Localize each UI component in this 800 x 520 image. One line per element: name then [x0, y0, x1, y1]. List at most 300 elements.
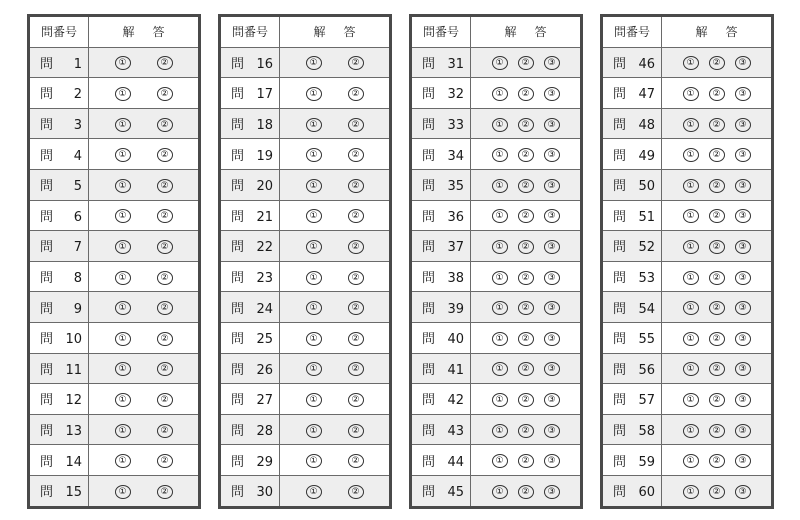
- answer-options: [89, 47, 200, 78]
- answer-bubble[interactable]: ③: [735, 362, 751, 376]
- question-row: [602, 322, 773, 353]
- question-row: [29, 231, 200, 262]
- question-row: [29, 108, 200, 139]
- question-row: [29, 353, 200, 384]
- question-index: 49: [638, 148, 655, 164]
- answer-options: [662, 292, 773, 323]
- answer-bubble[interactable]: ②: [709, 393, 725, 407]
- answer-bubble[interactable]: ③: [544, 209, 560, 223]
- answer-options: [89, 108, 200, 139]
- answer-bubble[interactable]: ①: [492, 240, 508, 254]
- answer-bubble[interactable]: ①: [306, 332, 322, 346]
- question-number: [29, 139, 89, 170]
- answer-bubble[interactable]: ①: [306, 209, 322, 223]
- answer-options: [89, 261, 200, 292]
- question-row: [220, 322, 391, 353]
- answer-bubble[interactable]: ③: [735, 271, 751, 285]
- answer-bubble[interactable]: ②: [348, 118, 364, 132]
- answer-bubble[interactable]: ①: [492, 393, 508, 407]
- answer-options: [471, 200, 582, 231]
- answer-options: [471, 445, 582, 476]
- question-row: [220, 292, 391, 323]
- answer-bubble[interactable]: ②: [157, 240, 173, 254]
- question-number: [602, 292, 662, 323]
- answer-options: [471, 169, 582, 200]
- question-row: [29, 322, 200, 353]
- answer-options: [662, 139, 773, 170]
- answer-options: [662, 200, 773, 231]
- question-row: [411, 261, 582, 292]
- question-prefix: 問: [231, 240, 245, 256]
- answer-bubble[interactable]: ③: [735, 424, 751, 438]
- answer-bubble[interactable]: ②: [157, 301, 173, 315]
- answer-options: [89, 322, 200, 353]
- answer-bubble[interactable]: ②: [709, 424, 725, 438]
- answer-bubble[interactable]: ①: [306, 87, 322, 101]
- answer-bubble[interactable]: ②: [157, 485, 173, 499]
- answer-bubble[interactable]: ①: [306, 179, 322, 193]
- answer-bubble[interactable]: ①: [115, 485, 131, 499]
- answer-bubble[interactable]: ①: [683, 56, 699, 70]
- answer-bubble[interactable]: ①: [115, 424, 131, 438]
- question-row: [220, 445, 391, 476]
- answer-bubble[interactable]: ②: [157, 362, 173, 376]
- question-prefix: 問: [231, 179, 245, 195]
- answer-bubble[interactable]: ②: [709, 209, 725, 223]
- answer-header-char: 答: [725, 25, 738, 40]
- question-row: [411, 292, 582, 323]
- answer-bubble[interactable]: ①: [683, 454, 699, 468]
- question-row: [29, 200, 200, 231]
- answer-header-char: 解: [313, 25, 326, 40]
- question-number: [220, 322, 280, 353]
- answer-bubble[interactable]: ①: [683, 179, 699, 193]
- answer-bubble[interactable]: ①: [492, 301, 508, 315]
- question-number: [29, 231, 89, 262]
- answer-options: [662, 414, 773, 445]
- question-index: 56: [638, 362, 655, 378]
- question-row: [220, 200, 391, 231]
- answer-bubble[interactable]: ③: [544, 362, 560, 376]
- question-number: [220, 475, 280, 507]
- question-number: [411, 353, 471, 384]
- question-prefix: 問: [422, 485, 436, 501]
- question-index: 11: [65, 362, 82, 378]
- answer-bubble[interactable]: ②: [348, 271, 364, 285]
- answer-bubble[interactable]: ①: [115, 118, 131, 132]
- question-index: 41: [447, 362, 464, 378]
- question-row: [29, 292, 200, 323]
- answer-bubble[interactable]: ①: [683, 332, 699, 346]
- question-number: [29, 353, 89, 384]
- question-index: 2: [73, 87, 82, 103]
- question-index: 6: [73, 209, 82, 225]
- answer-bubble[interactable]: ②: [709, 179, 725, 193]
- answer-bubble[interactable]: ①: [492, 56, 508, 70]
- question-number: [602, 384, 662, 415]
- answer-bubble[interactable]: ①: [115, 301, 131, 315]
- answer-bubble[interactable]: ②: [518, 179, 534, 193]
- question-row: [29, 414, 200, 445]
- answer-bubble[interactable]: ②: [518, 454, 534, 468]
- answer-bubble[interactable]: ②: [709, 87, 725, 101]
- question-index: 54: [638, 301, 655, 317]
- question-prefix: 問: [613, 240, 627, 256]
- question-number: [411, 261, 471, 292]
- question-row: [220, 169, 391, 200]
- answer-options: [471, 353, 582, 384]
- question-index: 58: [638, 424, 655, 440]
- answer-header-char: 答: [152, 25, 165, 40]
- question-row: [220, 139, 391, 170]
- question-number: [411, 445, 471, 476]
- question-index: 32: [447, 87, 464, 103]
- question-prefix: 問: [231, 362, 245, 378]
- question-prefix: 問: [40, 148, 54, 164]
- answer-bubble[interactable]: ③: [544, 485, 560, 499]
- answer-bubble[interactable]: ②: [157, 332, 173, 346]
- answer-bubble[interactable]: ②: [518, 424, 534, 438]
- answer-options: [471, 47, 582, 78]
- answer-bubble[interactable]: ②: [518, 148, 534, 162]
- question-number-header: 問番号: [411, 16, 471, 48]
- answer-options: [89, 445, 200, 476]
- answer-bubble[interactable]: ②: [709, 485, 725, 499]
- question-prefix: 問: [422, 454, 436, 470]
- answer-bubble[interactable]: ①: [115, 362, 131, 376]
- question-index: 22: [256, 240, 273, 256]
- answer-bubble[interactable]: ①: [683, 301, 699, 315]
- answer-options: [471, 261, 582, 292]
- question-row: [29, 47, 200, 78]
- question-index: 21: [256, 209, 273, 225]
- answer-bubble[interactable]: ③: [544, 56, 560, 70]
- question-index: 8: [73, 271, 82, 287]
- answer-bubble[interactable]: ①: [492, 485, 508, 499]
- answer-bubble[interactable]: ③: [544, 240, 560, 254]
- question-index: 1: [73, 56, 82, 72]
- answer-options: [89, 139, 200, 170]
- answer-bubble[interactable]: ①: [683, 240, 699, 254]
- answer-bubble[interactable]: ②: [348, 485, 364, 499]
- answer-bubble[interactable]: ③: [735, 179, 751, 193]
- question-number: [602, 169, 662, 200]
- question-index: 33: [447, 118, 464, 134]
- answer-bubble[interactable]: ①: [492, 148, 508, 162]
- answer-bubble[interactable]: ②: [348, 393, 364, 407]
- answer-options: [471, 231, 582, 262]
- question-row: [29, 475, 200, 507]
- answer-bubble[interactable]: ②: [518, 362, 534, 376]
- answer-bubble[interactable]: ②: [709, 332, 725, 346]
- answer-block: [27, 14, 201, 509]
- answer-bubble[interactable]: ①: [492, 454, 508, 468]
- question-index: 12: [65, 393, 82, 409]
- answer-options: [280, 261, 391, 292]
- answer-bubble[interactable]: ①: [492, 424, 508, 438]
- answer-bubble[interactable]: ②: [157, 209, 173, 223]
- question-number: [220, 261, 280, 292]
- question-prefix: 問: [613, 87, 627, 103]
- answer-bubble[interactable]: ②: [348, 56, 364, 70]
- answer-bubble[interactable]: ①: [683, 118, 699, 132]
- answer-bubble[interactable]: ②: [518, 271, 534, 285]
- answer-bubble[interactable]: ②: [348, 424, 364, 438]
- answer-bubble[interactable]: ②: [709, 271, 725, 285]
- answer-bubble[interactable]: ①: [115, 87, 131, 101]
- answer-bubble[interactable]: ②: [709, 56, 725, 70]
- answer-bubble[interactable]: ①: [115, 332, 131, 346]
- question-prefix: 問: [422, 87, 436, 103]
- question-number: [411, 384, 471, 415]
- question-index: 3: [73, 118, 82, 134]
- answer-bubble[interactable]: ②: [348, 362, 364, 376]
- answer-options: [471, 108, 582, 139]
- answer-options: [662, 47, 773, 78]
- answer-options: [280, 231, 391, 262]
- answer-bubble[interactable]: ②: [157, 118, 173, 132]
- question-index: 9: [73, 301, 82, 317]
- answer-bubble[interactable]: ①: [306, 240, 322, 254]
- answer-bubble[interactable]: ①: [683, 485, 699, 499]
- answer-bubble[interactable]: ②: [518, 301, 534, 315]
- question-row: [29, 78, 200, 109]
- answer-bubble[interactable]: ③: [544, 393, 560, 407]
- question-row: [602, 108, 773, 139]
- answer-bubble[interactable]: ②: [518, 118, 534, 132]
- answer-header-char: 答: [534, 25, 547, 40]
- question-prefix: 問: [231, 209, 245, 225]
- answer-bubble[interactable]: ②: [709, 148, 725, 162]
- question-index: 46: [638, 56, 655, 72]
- question-index: 14: [65, 454, 82, 470]
- answer-block: [600, 14, 774, 509]
- answer-bubble[interactable]: ①: [683, 87, 699, 101]
- question-index: 28: [256, 424, 273, 440]
- answer-bubble[interactable]: ①: [492, 332, 508, 346]
- answer-bubble[interactable]: ③: [544, 424, 560, 438]
- answer-bubble[interactable]: ①: [683, 362, 699, 376]
- answer-bubble[interactable]: ①: [492, 118, 508, 132]
- answer-bubble[interactable]: ②: [348, 332, 364, 346]
- answer-bubble[interactable]: ②: [157, 87, 173, 101]
- answer-bubble[interactable]: ②: [348, 454, 364, 468]
- question-number: [602, 47, 662, 78]
- answer-options: [471, 139, 582, 170]
- answer-bubble[interactable]: ①: [683, 424, 699, 438]
- answer-bubble[interactable]: ②: [348, 301, 364, 315]
- question-index: 38: [447, 271, 464, 287]
- question-number: [29, 322, 89, 353]
- answer-bubble[interactable]: ①: [492, 179, 508, 193]
- question-index: 43: [447, 424, 464, 440]
- question-index: 39: [447, 301, 464, 317]
- answer-bubble[interactable]: ③: [544, 148, 560, 162]
- answer-bubble[interactable]: ①: [115, 148, 131, 162]
- answer-bubble[interactable]: ③: [544, 332, 560, 346]
- answer-bubble[interactable]: ①: [115, 209, 131, 223]
- question-row: [29, 445, 200, 476]
- question-prefix: 問: [422, 271, 436, 287]
- answer-bubble[interactable]: ①: [306, 393, 322, 407]
- question-index: 45: [447, 485, 464, 501]
- question-number: [220, 231, 280, 262]
- answer-bubble[interactable]: ②: [518, 485, 534, 499]
- question-prefix: 問: [613, 209, 627, 225]
- answer-bubble[interactable]: ①: [492, 362, 508, 376]
- question-index: 18: [256, 118, 273, 134]
- answer-header-char: 答: [343, 25, 356, 40]
- answer-options: [280, 200, 391, 231]
- answer-bubble[interactable]: ①: [306, 424, 322, 438]
- answer-bubble[interactable]: ③: [735, 118, 751, 132]
- question-index: 52: [638, 240, 655, 256]
- question-row: [602, 261, 773, 292]
- answer-bubble[interactable]: ①: [683, 148, 699, 162]
- answer-bubble[interactable]: ②: [157, 424, 173, 438]
- answer-bubble[interactable]: ①: [306, 485, 322, 499]
- question-row: [220, 231, 391, 262]
- answer-bubble[interactable]: ③: [544, 301, 560, 315]
- answer-bubble[interactable]: ①: [306, 362, 322, 376]
- question-row: [220, 384, 391, 415]
- answer-bubble[interactable]: ②: [518, 209, 534, 223]
- question-prefix: 問: [231, 118, 245, 134]
- answer-bubble[interactable]: ①: [115, 240, 131, 254]
- question-number: [220, 445, 280, 476]
- answer-options: [280, 78, 391, 109]
- answer-bubble[interactable]: ②: [709, 118, 725, 132]
- answer-bubble[interactable]: ③: [735, 393, 751, 407]
- answer-bubble[interactable]: ③: [735, 240, 751, 254]
- answer-bubble[interactable]: ②: [348, 179, 364, 193]
- answer-options: [89, 200, 200, 231]
- answer-bubble[interactable]: ①: [306, 271, 322, 285]
- answer-bubble[interactable]: ①: [115, 454, 131, 468]
- answer-bubble[interactable]: ②: [709, 240, 725, 254]
- answer-options: [662, 231, 773, 262]
- question-row: [602, 384, 773, 415]
- answer-options: [662, 261, 773, 292]
- answer-bubble[interactable]: ②: [518, 56, 534, 70]
- answer-bubble[interactable]: ②: [157, 393, 173, 407]
- question-index: 55: [638, 332, 655, 348]
- answer-bubble[interactable]: ②: [348, 148, 364, 162]
- question-row: [220, 414, 391, 445]
- answer-bubble[interactable]: ①: [115, 393, 131, 407]
- question-row: [411, 200, 582, 231]
- answer-bubble[interactable]: ③: [735, 301, 751, 315]
- question-number: [220, 78, 280, 109]
- answer-bubble[interactable]: ①: [306, 301, 322, 315]
- answer-bubble[interactable]: ②: [518, 332, 534, 346]
- question-number: [220, 47, 280, 78]
- answer-bubble[interactable]: ①: [683, 271, 699, 285]
- answer-options: [280, 353, 391, 384]
- answer-bubble[interactable]: ②: [348, 240, 364, 254]
- answer-bubble[interactable]: ②: [518, 393, 534, 407]
- answer-bubble[interactable]: ③: [735, 454, 751, 468]
- question-row: [411, 169, 582, 200]
- question-index: 27: [256, 393, 273, 409]
- question-index: 24: [256, 301, 273, 317]
- answer-options: [280, 139, 391, 170]
- answer-bubble[interactable]: ②: [709, 301, 725, 315]
- answer-bubble[interactable]: ②: [348, 87, 364, 101]
- answer-bubble[interactable]: ③: [544, 118, 560, 132]
- answer-header: [471, 16, 582, 48]
- answer-header-char: 解: [122, 25, 135, 40]
- answer-bubble[interactable]: ①: [683, 393, 699, 407]
- answer-bubble[interactable]: ③: [735, 209, 751, 223]
- question-row: [411, 384, 582, 415]
- answer-bubble[interactable]: ③: [735, 485, 751, 499]
- answer-bubble[interactable]: ②: [709, 454, 725, 468]
- answer-bubble[interactable]: ③: [735, 332, 751, 346]
- answer-bubble[interactable]: ①: [306, 454, 322, 468]
- answer-options: [280, 169, 391, 200]
- answer-bubble[interactable]: ①: [492, 87, 508, 101]
- question-prefix: 問: [422, 332, 436, 348]
- answer-bubble[interactable]: ③: [544, 454, 560, 468]
- question-number: [220, 108, 280, 139]
- question-number: [29, 445, 89, 476]
- question-index: 37: [447, 240, 464, 256]
- answer-bubble[interactable]: ①: [115, 179, 131, 193]
- question-row: [220, 353, 391, 384]
- question-row: [411, 475, 582, 507]
- answer-bubble[interactable]: ②: [157, 148, 173, 162]
- answer-bubble[interactable]: ①: [492, 209, 508, 223]
- question-row: [29, 139, 200, 170]
- question-prefix: 問: [422, 393, 436, 409]
- answer-bubble[interactable]: ②: [157, 56, 173, 70]
- question-prefix: 問: [40, 485, 54, 501]
- answer-bubble[interactable]: ②: [348, 209, 364, 223]
- answer-bubble[interactable]: ③: [735, 87, 751, 101]
- answer-bubble[interactable]: ①: [306, 148, 322, 162]
- answer-bubble[interactable]: ①: [306, 118, 322, 132]
- answer-header: [662, 16, 773, 48]
- answer-bubble[interactable]: ①: [683, 209, 699, 223]
- answer-bubble[interactable]: ②: [157, 271, 173, 285]
- question-prefix: 問: [613, 56, 627, 72]
- answer-bubble[interactable]: ③: [735, 56, 751, 70]
- question-prefix: 問: [613, 393, 627, 409]
- question-index: 50: [638, 179, 655, 195]
- answer-bubble[interactable]: ①: [115, 56, 131, 70]
- answer-bubble[interactable]: ①: [492, 271, 508, 285]
- answer-bubble[interactable]: ①: [306, 56, 322, 70]
- answer-bubble[interactable]: ③: [544, 179, 560, 193]
- answer-bubble[interactable]: ③: [544, 271, 560, 285]
- answer-bubble[interactable]: ②: [709, 362, 725, 376]
- answer-bubble[interactable]: ②: [518, 240, 534, 254]
- header-row: [220, 16, 391, 48]
- answer-bubble[interactable]: ③: [544, 87, 560, 101]
- answer-bubble[interactable]: ③: [735, 148, 751, 162]
- question-index: 7: [73, 240, 82, 256]
- answer-bubble[interactable]: ②: [157, 179, 173, 193]
- answer-bubble[interactable]: ①: [115, 271, 131, 285]
- answer-bubble[interactable]: ②: [518, 87, 534, 101]
- question-prefix: 問: [613, 362, 627, 378]
- question-prefix: 問: [422, 209, 436, 225]
- question-row: [602, 445, 773, 476]
- question-prefix: 問: [422, 56, 436, 72]
- answer-bubble[interactable]: ②: [157, 454, 173, 468]
- question-row: [411, 445, 582, 476]
